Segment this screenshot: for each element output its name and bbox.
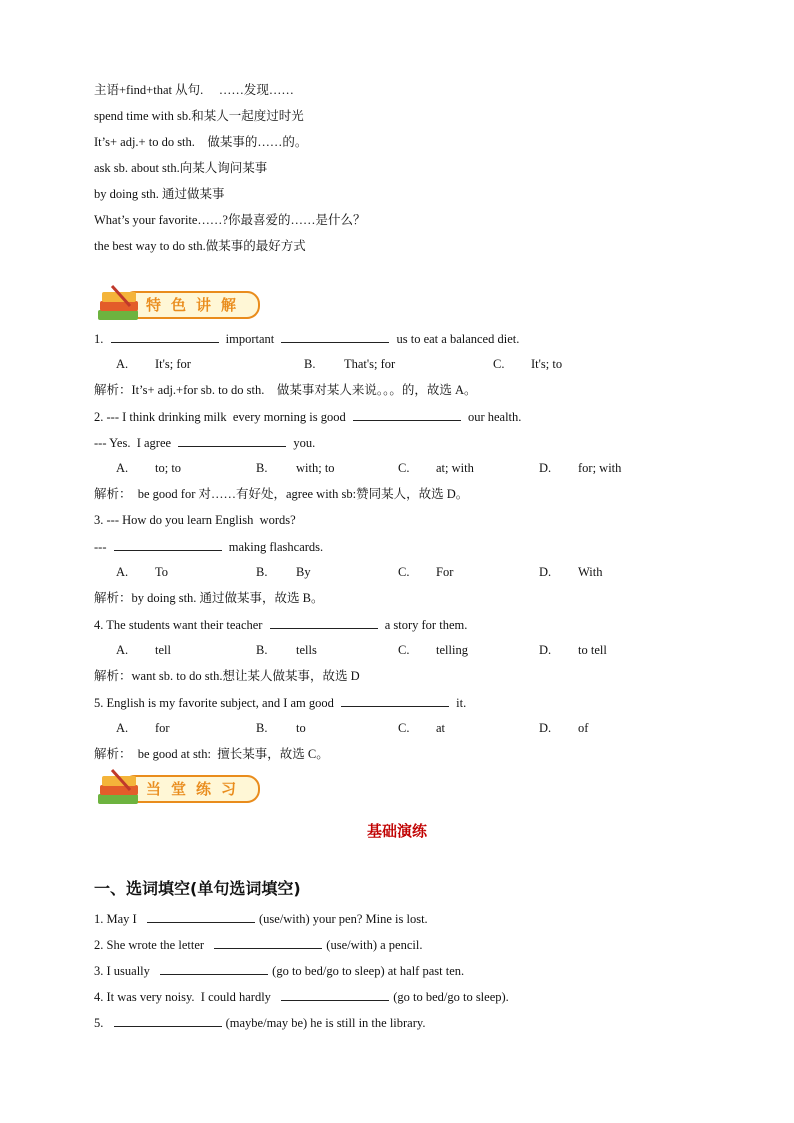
explanation: 解析：by doing sth. 通过做某事，故选 B。 bbox=[94, 591, 324, 605]
phrase-line: It’s+ adj.+ to do sth. 做某事的……的。 bbox=[94, 135, 308, 149]
option-text: For bbox=[436, 565, 454, 579]
option-text: at bbox=[436, 721, 446, 735]
option-label: D. bbox=[539, 461, 552, 475]
option-text: to; to bbox=[155, 461, 182, 475]
option-label: B. bbox=[256, 461, 268, 475]
option-label: B. bbox=[256, 643, 268, 657]
option-label: B. bbox=[256, 721, 268, 735]
explanation: 解析： be good for 对……有好处，agree with sb:赞同某人，故选 D。 bbox=[94, 487, 469, 501]
option-text: With bbox=[578, 565, 603, 579]
answer-blank[interactable] bbox=[353, 408, 461, 421]
exercise-item: 5. (maybe/may be) he is still in the library. bbox=[94, 1016, 426, 1030]
answer-blank[interactable] bbox=[281, 988, 389, 1001]
section-heading: 一、选词填空(单句选词填空) bbox=[94, 879, 301, 898]
banner-title: 当堂练习 bbox=[146, 780, 247, 798]
option-label: A. bbox=[116, 643, 129, 657]
answer-blank[interactable] bbox=[341, 694, 449, 707]
option-label: A. bbox=[116, 461, 129, 475]
phrase-line: What’s your favorite……?你最喜爱的……是什么？ bbox=[94, 213, 366, 227]
exercise-item: 1. May I (use/with) your pen? Mine is lost. bbox=[94, 912, 428, 926]
explanation: 解析：It’s+ adj.+for sb. to do sth. 做某事对某人来说。。。的，故选 A。 bbox=[94, 383, 477, 397]
phrase-line: ask sb. about sth.向某人询问某事 bbox=[94, 161, 268, 175]
option-label: C. bbox=[493, 357, 505, 371]
phrase-line: spend time with sb.和某人一起度过时光 bbox=[94, 109, 304, 123]
option-text: for bbox=[155, 721, 170, 735]
books-icon bbox=[96, 284, 146, 324]
question-1: 1. important us to eat a balanced diet. bbox=[94, 332, 520, 346]
exercise-item: 3. I usually (go to bed/go to sleep) at half past ten. bbox=[94, 964, 465, 978]
option-label: C. bbox=[398, 643, 410, 657]
option-text: By bbox=[296, 565, 311, 579]
option-label: B. bbox=[304, 357, 316, 371]
question-4: 4. The students want their teacher a story for them. bbox=[94, 618, 468, 632]
answer-blank[interactable] bbox=[178, 434, 286, 447]
option-label: C. bbox=[398, 565, 410, 579]
question-3-reply: --- making flashcards. bbox=[94, 540, 324, 554]
option-text: telling bbox=[436, 643, 468, 657]
explanation: 解析：want sb. to do sth.想让某人做某事，故选 D bbox=[94, 669, 360, 683]
option-text: tell bbox=[155, 643, 171, 657]
option-text: to bbox=[296, 721, 306, 735]
option-label: D. bbox=[539, 721, 552, 735]
option-text: tells bbox=[296, 643, 317, 657]
question-5: 5. English is my favorite subject, and I am good it. bbox=[94, 696, 467, 710]
question-3: 3. --- How do you learn English words? bbox=[94, 513, 296, 527]
option-label: D. bbox=[539, 643, 552, 657]
phrase-line: by doing sth. 通过做某事 bbox=[94, 187, 225, 201]
answer-blank[interactable] bbox=[114, 538, 222, 551]
answer-blank[interactable] bbox=[214, 936, 322, 949]
banner-title: 特色讲解 bbox=[146, 296, 247, 314]
option-text: with; to bbox=[296, 461, 335, 475]
question-2: 2. --- I think drinking milk every morning is good our health. bbox=[94, 410, 522, 424]
answer-blank[interactable] bbox=[114, 1014, 222, 1027]
option-text: It's; for bbox=[155, 357, 191, 371]
section-banner-practice bbox=[96, 768, 262, 808]
exercise-item: 4. It was very noisy. I could hardly (go to bed/go to sleep). bbox=[94, 990, 509, 1004]
option-label: A. bbox=[116, 721, 129, 735]
option-text: It's; to bbox=[531, 357, 563, 371]
explanation: 解析： be good at sth: 擅长某事，故选 C。 bbox=[94, 747, 329, 761]
option-text: at; with bbox=[436, 461, 474, 475]
option-label: D. bbox=[539, 565, 552, 579]
books-icon bbox=[96, 768, 146, 808]
phrase-line: the best way to do sth.做某事的最好方式 bbox=[94, 239, 306, 253]
option-text: To bbox=[155, 565, 169, 579]
exercise-item: 2. She wrote the letter (use/with) a pencil. bbox=[94, 938, 423, 952]
option-label: A. bbox=[116, 357, 129, 371]
option-text: to tell bbox=[578, 643, 607, 657]
option-label: C. bbox=[398, 721, 410, 735]
page-subtitle: 基础演练 bbox=[366, 822, 427, 840]
option-text: That's; for bbox=[344, 357, 396, 371]
question-2-reply: --- Yes. I agree you. bbox=[94, 436, 316, 450]
section-banner-features bbox=[96, 284, 262, 324]
option-label: C. bbox=[398, 461, 410, 475]
option-text: for; with bbox=[578, 461, 622, 475]
answer-blank[interactable] bbox=[160, 962, 268, 975]
answer-blank[interactable] bbox=[147, 910, 255, 923]
option-label: A. bbox=[116, 565, 129, 579]
option-text: of bbox=[578, 721, 589, 735]
option-label: B. bbox=[256, 565, 268, 579]
answer-blank[interactable] bbox=[281, 330, 389, 343]
phrase-line: 主语+find+that 从句. ……发现…… bbox=[94, 83, 294, 97]
answer-blank[interactable] bbox=[111, 330, 219, 343]
answer-blank[interactable] bbox=[270, 616, 378, 629]
